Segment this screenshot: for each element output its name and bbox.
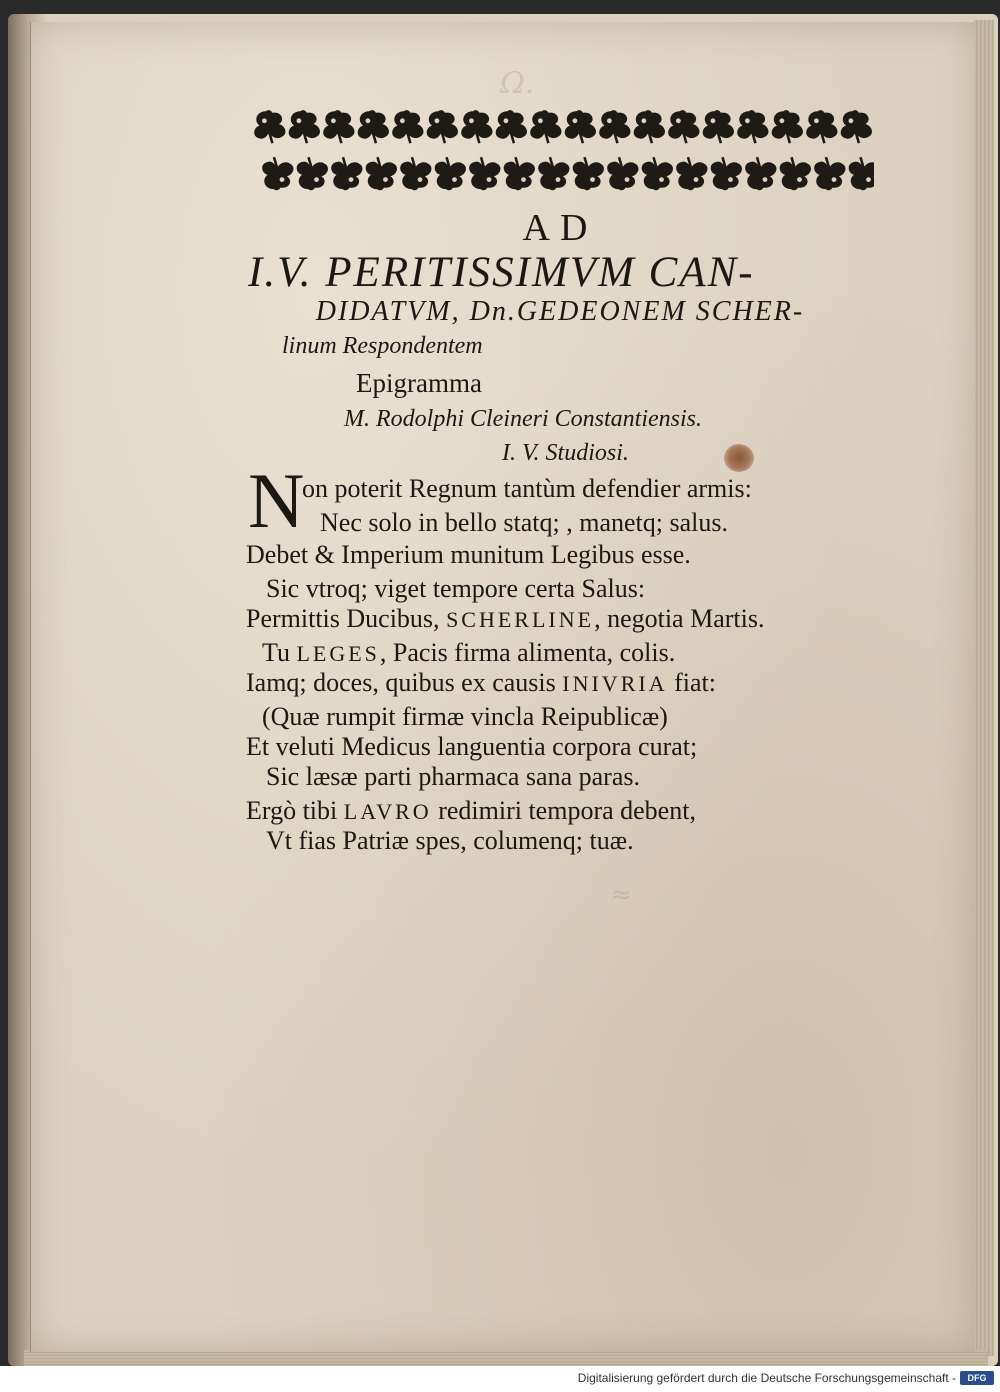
fleuron-icon xyxy=(703,110,734,143)
poem-line xyxy=(262,638,675,669)
poem-line xyxy=(266,762,640,792)
dfg-logo-icon: DFG xyxy=(960,1371,994,1385)
poem-line-text: (Quæ rumpit firmæ vincla Reipublicæ) xyxy=(262,702,668,731)
poem-line-text: Tu xyxy=(262,638,297,667)
fleuron-icon xyxy=(814,157,845,190)
fleuron-icon xyxy=(806,110,837,143)
poem-line-text: fiat: xyxy=(667,668,716,697)
poem-line-text: Vt fias Patriæ spes, columenq; tuæ. xyxy=(266,826,634,855)
heading-line-1: I.V. PERITISSIMVM CAN- xyxy=(248,249,755,296)
poem-line-text: , Pacis firma alimenta, colis. xyxy=(379,638,676,667)
poem-line xyxy=(320,508,728,538)
poem-line-text: Debet & Imperium munitum Legibus esse. xyxy=(246,540,691,569)
poem-line-smallcaps: LEGES xyxy=(296,641,380,666)
fleuron-icon xyxy=(780,157,811,190)
heading-epigramma: Epigramma xyxy=(356,368,482,398)
poem-line-text: Iamq; doces, quibus ex causis xyxy=(246,668,563,697)
fleuron-icon xyxy=(366,157,397,190)
fleuron-icon xyxy=(254,110,285,143)
heading-line-2: DIDATVM, Dn.GEDEONEM SCHER- xyxy=(315,296,805,327)
fleuron-icon xyxy=(841,110,872,143)
poem-line-text: redimiri tempora debent, xyxy=(431,796,696,825)
poem-line-text: Et veluti Medicus languentia corpora curat; xyxy=(246,732,698,761)
fleuron-icon xyxy=(469,157,500,190)
poem-line-text: , negotia Martis. xyxy=(594,604,765,633)
fleuron-icon xyxy=(262,157,293,190)
poem-line-smallcaps: SCHERLINE xyxy=(446,607,595,632)
poem-line-smallcaps: LAVRO xyxy=(343,799,432,824)
fleuron-icon xyxy=(538,157,569,190)
fleuron-icon xyxy=(737,110,768,143)
poem-line xyxy=(246,604,764,635)
ink-stain xyxy=(724,444,754,472)
fleuron-icon xyxy=(504,157,535,190)
fleuron-icon xyxy=(711,157,742,190)
poem-line-text: on poterit Regnum tantùm defendier armis: xyxy=(302,474,752,503)
fleuron-icon xyxy=(358,110,389,143)
fleuron-icon xyxy=(435,157,466,190)
fleuron-icon xyxy=(573,157,604,190)
fleuron-icon xyxy=(496,110,527,143)
fleuron-icon xyxy=(668,110,699,143)
fleuron-icon xyxy=(642,157,673,190)
poem-line xyxy=(246,732,697,762)
poem-line xyxy=(246,796,696,827)
fleuron-icon xyxy=(849,157,874,190)
page-stack-bottom xyxy=(24,1350,988,1366)
fleuron-icon xyxy=(289,110,320,143)
fleuron-icon xyxy=(676,157,707,190)
heading-studiosi: I. V. Studiosi. xyxy=(502,440,629,466)
fleuron-icon xyxy=(400,157,431,190)
fleuron-icon xyxy=(461,110,492,143)
poem-line xyxy=(246,668,716,699)
page-stack-right xyxy=(974,20,994,1356)
poem-line-smallcaps: INIVRIA xyxy=(562,671,668,696)
poem-line xyxy=(266,826,634,856)
fleuron-ornament-band xyxy=(246,106,874,198)
poem-line xyxy=(266,574,645,604)
fleuron-icon xyxy=(634,110,665,143)
poem-line-text: Sic læsæ parti pharmaca sana paras. xyxy=(266,762,640,791)
heading-author: M. Rodolphi Cleineri Constantiensis. xyxy=(344,406,702,432)
heading-line-3: linum Respondentem xyxy=(282,333,483,359)
fleuron-icon xyxy=(392,110,423,143)
footer-bar xyxy=(0,1366,1000,1392)
poem-line xyxy=(302,474,752,504)
fleuron-icon xyxy=(427,110,458,143)
poem-line-text: Sic vtroq; viget tempore certa Salus: xyxy=(266,574,646,603)
heading-ad: AD xyxy=(522,207,598,249)
poem-line-text: Permittis Ducibus, xyxy=(246,604,447,633)
fleuron-icon xyxy=(745,157,776,190)
fleuron-icon xyxy=(297,157,328,190)
footer-credit: Digitalisierung gefördert durch die Deutsche Forschungsgemeinschaft - xyxy=(577,1371,956,1385)
fleuron-icon xyxy=(772,110,803,143)
poem-line xyxy=(246,540,691,570)
poem-line-text: Nec solo in bello statq; , manetq; salus. xyxy=(320,508,728,537)
fleuron-icon xyxy=(530,110,561,143)
poem-line xyxy=(262,702,668,732)
fleuron-icon xyxy=(331,157,362,190)
fleuron-icon xyxy=(607,157,638,190)
fleuron-icon xyxy=(565,110,596,143)
fleuron-icon xyxy=(599,110,630,143)
fleuron-icon xyxy=(323,110,354,143)
poem-line-text: Ergò tibi xyxy=(246,796,344,825)
drop-cap: N xyxy=(248,457,305,544)
